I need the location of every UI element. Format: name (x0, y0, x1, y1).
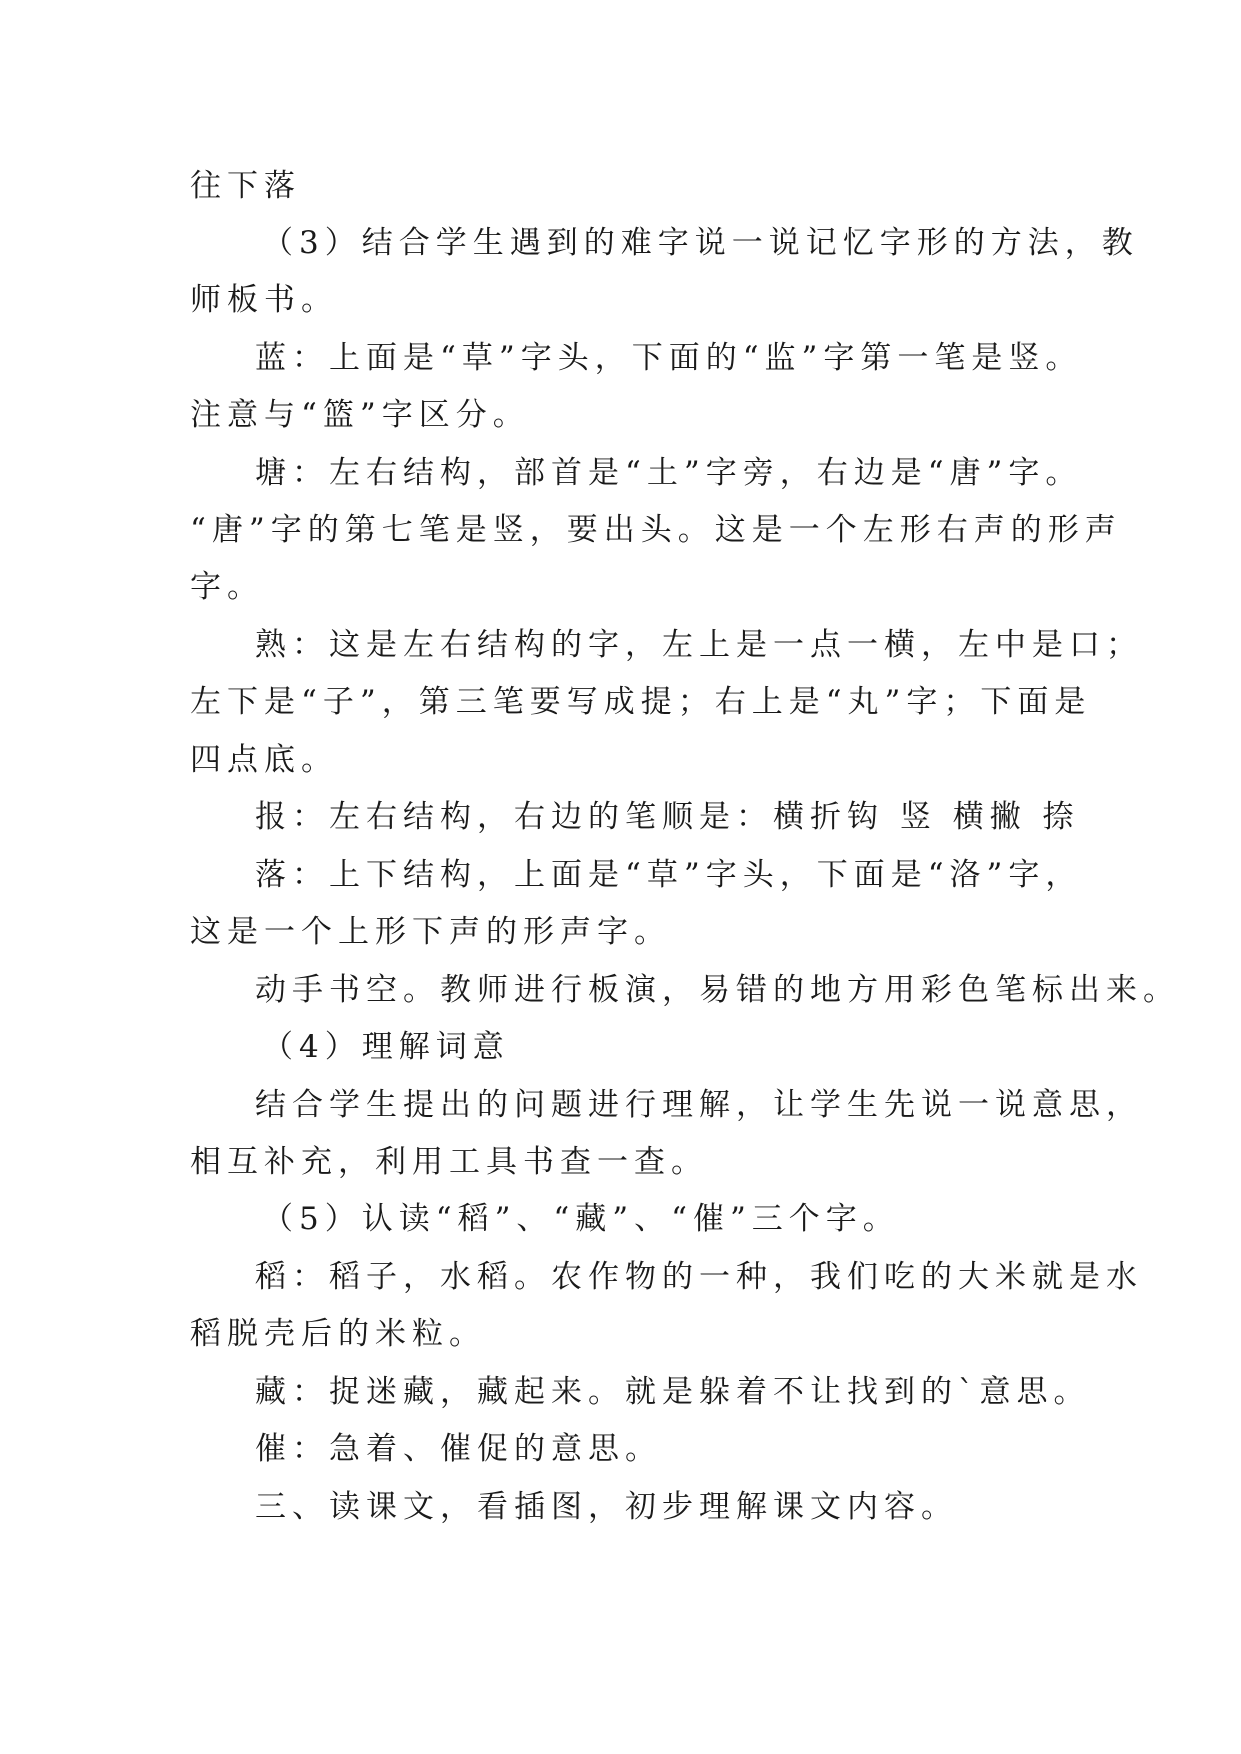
text-line: 落：上下结构，上面是“草”字头，下面是“洛”字， (255, 857, 1083, 893)
text-line: 藏：捉迷藏，藏起来。就是躲着不让找到的`意思。 (255, 1374, 1091, 1410)
text-line: 这是一个上形下声的形声字。 (190, 914, 671, 950)
text-line: 字。 (190, 569, 264, 605)
text-line: 相互补充，利用工具书查一查。 (190, 1144, 708, 1180)
text-line: 师板书。 (190, 282, 338, 318)
text-line: 稻：稻子，水稻。农作物的一种，我们吃的大米就是水 (255, 1259, 1143, 1295)
text-line: 报：左右结构，右边的笔顺是：横折钩 竖 横撇 捺 (255, 799, 1080, 835)
text-line: 结合学生提出的问题进行理解，让学生先说一说意思， (255, 1087, 1143, 1123)
text-line: （3）结合学生遇到的难字说一说记忆字形的方法，教 (262, 225, 1139, 261)
text-line: 左下是“子”，第三笔要写成提；右上是“丸”字；下面是 (190, 684, 1092, 720)
text-line: 稻脱壳后的米粒。 (190, 1316, 486, 1352)
text-line: 熟：这是左右结构的字，左上是一点一横，左中是口； (255, 627, 1143, 663)
text-line: （4）理解词意 (262, 1029, 510, 1065)
text-line: 往下落 (190, 168, 301, 204)
text-line: 四点底。 (190, 742, 338, 778)
text-line: 催：急着、催促的意思。 (255, 1431, 662, 1467)
text-line: 动手书空。教师进行板演，易错的地方用彩色笔标出来。 (255, 972, 1180, 1008)
text-line: 注意与“篮”字区分。 (190, 397, 530, 433)
text-line: （5）认读“稻”、“藏”、“催”三个字。 (262, 1201, 900, 1237)
text-line: 蓝：上面是“草”字头，下面的“监”字第一笔是竖。 (255, 340, 1083, 376)
text-line: 三、读课文，看插图，初步理解课文内容。 (255, 1489, 958, 1525)
text-line: 塘：左右结构，部首是“土”字旁，右边是“唐”字。 (255, 455, 1083, 491)
text-line: “唐”字的第七笔是竖，要出头。这是一个左形右声的形声 (190, 512, 1122, 548)
